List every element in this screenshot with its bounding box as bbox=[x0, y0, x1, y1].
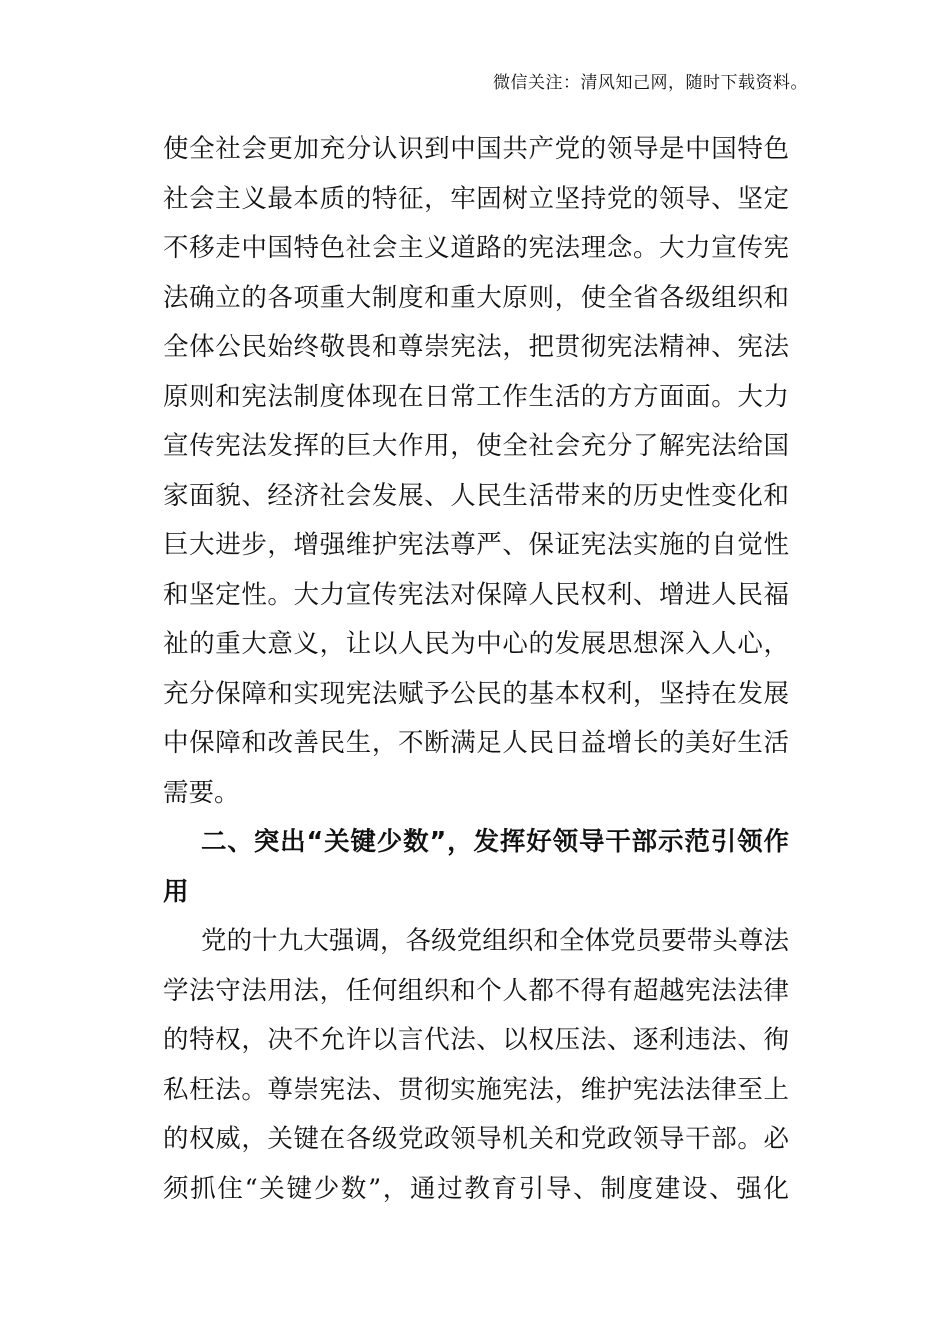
text-line: 法确立的各项重大制度和重大原则，使全省各级组织和 bbox=[163, 282, 789, 313]
heading-line: 用 bbox=[163, 876, 189, 907]
text-line: 中保障和改善民生，不断满足人民日益增长的美好生活 bbox=[163, 728, 789, 758]
text-line: 私枉法。尊崇宪法、贯彻实施宪法，维护宪法法律至上 bbox=[163, 1074, 789, 1105]
text-line: 全体公民始终敬畏和尊崇宪法，把贯彻宪法精神、宪法 bbox=[163, 332, 789, 362]
text-line: 宣传宪法发挥的巨大作用，使全社会充分了解宪法给国 bbox=[163, 431, 789, 461]
text-line: 的特权，决不允许以言代法、以权压法、逐利违法、徇 bbox=[163, 1025, 789, 1055]
text-line: 充分保障和实现宪法赋予公民的基本权利，坚持在发展 bbox=[163, 678, 789, 709]
text-line: 祉的重大意义，让以人民为中心的发展思想深入人心， bbox=[163, 629, 789, 659]
text-line: 社会主义最本质的特征，牢固树立坚持党的领导、坚定 bbox=[163, 183, 789, 214]
text-line: 党的十九大强调，各级党组织和全体党员要带头尊法 bbox=[201, 926, 789, 956]
text-line: 原则和宪法制度体现在日常工作生活的方方面面。大力 bbox=[163, 381, 789, 412]
paragraph-leading-cadres bbox=[163, 917, 789, 1214]
text-line: 不移走中国特色社会主义道路的宪法理念。大力宣传宪 bbox=[163, 233, 789, 263]
section-heading-2 bbox=[163, 818, 789, 917]
text-line: 巨大进步，增强维护宪法尊严、保证宪法实施的自觉性 bbox=[163, 530, 789, 560]
text-line: 的权威，关键在各级党政领导机关和党政领导干部。必 bbox=[163, 1124, 789, 1154]
paragraph-constitution-publicity bbox=[163, 125, 789, 818]
heading-line: 二、突出“关键少数”，发挥好领导干部示范引领作 bbox=[201, 827, 789, 857]
text-line: 使全社会更加充分认识到中国共产党的领导是中国特色 bbox=[163, 134, 789, 164]
text-line: 需要。 bbox=[163, 777, 240, 808]
text-line: 学法守法用法，任何组织和个人都不得有超越宪法法律 bbox=[163, 975, 789, 1006]
text-line: 须抓住“关键少数”，通过教育引导、制度建设、强化 bbox=[163, 1173, 789, 1204]
document-body bbox=[163, 125, 789, 1214]
header-note: 微信关注：清风知己网，随时下载资料。 bbox=[493, 73, 808, 93]
text-line: 家面貌、经济社会发展、人民生活带来的历史性变化和 bbox=[163, 480, 789, 511]
text-line: 和坚定性。大力宣传宪法对保障人民权利、增进人民福 bbox=[163, 579, 789, 610]
